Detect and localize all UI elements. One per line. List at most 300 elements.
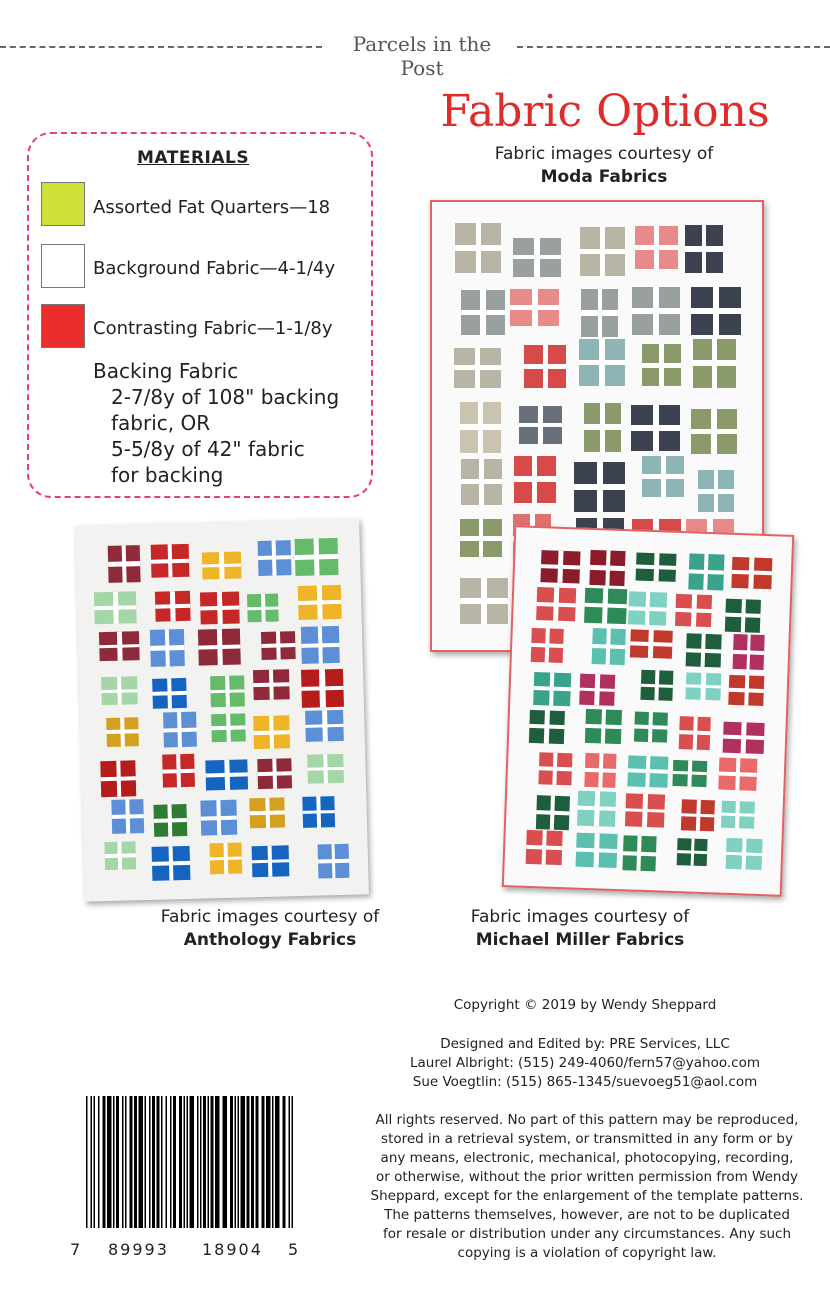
gift-ribbon [623, 851, 656, 856]
quilt-gift-block [681, 799, 715, 831]
gift-ribbon [306, 723, 344, 728]
quilt-gift-block [628, 755, 669, 787]
barcode-digit-lead: 7 [70, 1240, 81, 1259]
gift-ribbon [629, 606, 667, 611]
gift-ribbon [200, 606, 239, 611]
quilt-gift-block [200, 592, 240, 625]
barcode-bar [289, 1096, 291, 1228]
quilt-gift-block [155, 591, 191, 622]
barcode-bar [292, 1096, 294, 1228]
quilt-gift-block [729, 675, 765, 706]
quilt-gift-block [581, 289, 618, 337]
gift-ribbon [155, 604, 190, 609]
gift-ribbon [519, 423, 562, 428]
gift-ribbon [455, 245, 501, 251]
quilt-gift-block [726, 838, 762, 870]
quilt-gift-block [533, 672, 571, 707]
quilt-gift-block [250, 797, 285, 829]
barcode-digits-right: 18904 [202, 1240, 263, 1259]
quilt-gift-block [577, 791, 616, 827]
quilt-gift-block [536, 795, 570, 830]
quilt-gift-block [247, 594, 279, 622]
barcode-bar [241, 1096, 246, 1228]
gift-ribbon [581, 310, 618, 316]
barcode-bar [116, 1096, 119, 1228]
gift-ribbon [104, 854, 135, 858]
gift-ribbon [691, 308, 740, 314]
page-title: Fabric Options [440, 86, 770, 137]
quilt-gift-block [640, 670, 673, 701]
quilt-gift-block [675, 594, 712, 627]
gift-ribbon [261, 643, 295, 647]
gift-ribbon [307, 766, 344, 771]
barcode-bar [125, 1096, 127, 1228]
gift-ribbon [541, 564, 580, 569]
barcode-bar [130, 1096, 133, 1228]
gift-ribbon [295, 554, 338, 560]
backing-title: Backing Fabric [93, 359, 239, 383]
barcode-bar [113, 1096, 115, 1228]
material-label-fat-quarters: Assorted Fat Quarters—18 [93, 197, 331, 218]
quilt-gift-block [460, 519, 501, 557]
barcode-bar [235, 1096, 237, 1228]
quilt-gift-block [251, 846, 289, 877]
gift-ribbon [526, 845, 562, 850]
barcode-bar [266, 1096, 271, 1228]
gift-ribbon [460, 536, 501, 541]
gift-ribbon [202, 564, 241, 568]
gift-ribbon [510, 305, 559, 309]
quilt-gift-block [691, 409, 738, 454]
quilt-gift-block [210, 676, 244, 707]
barcode-bars [84, 1096, 296, 1228]
quilt-gift-block [206, 759, 249, 790]
gift-ribbon [301, 642, 340, 647]
gift-ribbon [672, 771, 706, 775]
gift-ribbon [536, 810, 568, 815]
material-label-background: Background Fabric—4-1/4y [93, 258, 336, 279]
gift-ribbon [641, 683, 673, 688]
quilt-gift-block [628, 591, 667, 626]
quilt-gift-block [510, 289, 559, 326]
gift-ribbon [106, 729, 138, 733]
gift-ribbon [101, 776, 136, 781]
gift-ribbon [298, 600, 341, 605]
gift-ribbon [201, 815, 237, 820]
barcode-bar [247, 1096, 250, 1228]
quilt-gift-block [579, 339, 625, 386]
quilt-gift-block [253, 669, 290, 700]
quilt-gift-block [455, 223, 501, 273]
barcode-bar [208, 1096, 210, 1228]
material-label-contrasting: Contrasting Fabric—1-1/8y [93, 318, 333, 339]
quilt-gift-block [591, 628, 626, 665]
quilt-gift-block [257, 758, 292, 789]
gift-ribbon [206, 772, 248, 777]
swatch-background-fabric [41, 244, 85, 288]
quilt-gift-block [580, 227, 625, 276]
michael-miller-caption [440, 906, 720, 952]
gift-ribbon [685, 246, 723, 252]
barcode-bar [103, 1096, 106, 1228]
gift-ribbon [152, 691, 186, 695]
quilt-gift-block [632, 287, 680, 335]
backing-fabric-info [93, 358, 339, 488]
gift-ribbon [154, 818, 187, 823]
quilt-gift-block [295, 538, 339, 576]
page-header [0, 30, 830, 80]
quilt-gift-block [153, 804, 187, 837]
gift-ribbon [514, 476, 556, 482]
gift-ribbon [529, 724, 565, 729]
barcode-bar [215, 1096, 220, 1228]
quilt-gift-block [622, 836, 656, 872]
gift-ribbon [102, 689, 137, 693]
quilt-gift-block [625, 794, 665, 828]
gift-ribbon [95, 605, 137, 610]
quilt-gift-block [725, 599, 761, 633]
swatch-contrasting-fabric [41, 304, 85, 348]
barcode-bar [203, 1096, 206, 1228]
michael-miller-caption-brand: Michael Miller Fabrics [475, 930, 685, 950]
barcode-bar [184, 1096, 186, 1228]
barcode-bar [179, 1096, 182, 1228]
rights-line: The patterns themselves, however, are not to be duplicated [384, 1207, 790, 1223]
quilt-gift-block [305, 710, 344, 742]
gift-ribbon [250, 811, 285, 816]
barcode-bar [86, 1096, 88, 1228]
backing-line: fabric, OR [111, 411, 211, 435]
barcode-bar [256, 1096, 259, 1228]
barcode-bar [272, 1096, 274, 1228]
quilt-gift-block [101, 760, 137, 797]
rights-line: or otherwise, without the prior written permission from Wendy [375, 1169, 799, 1185]
barcode-bar [190, 1096, 195, 1228]
gift-ribbon [578, 806, 616, 811]
gift-ribbon [99, 644, 139, 648]
quilt-gift-block [298, 585, 341, 620]
gift-ribbon [579, 687, 615, 692]
quilt-gift-block [642, 344, 681, 386]
quilt-gift-block [300, 626, 340, 664]
gift-ribbon [151, 559, 189, 564]
quilt-gift-block [99, 631, 140, 660]
gift-ribbon [211, 689, 245, 694]
rights-block [352, 1111, 822, 1263]
gift-ribbon [579, 360, 625, 366]
gift-ribbon [252, 859, 289, 864]
quilt-gift-block [685, 633, 721, 667]
gift-ribbon [689, 569, 724, 574]
gift-ribbon [723, 735, 764, 740]
gift-ribbon [164, 728, 196, 733]
gift-ribbon [726, 851, 761, 856]
quilt-gift-block [514, 456, 556, 503]
quilt-gift-block [723, 721, 765, 753]
quilt-gift-block [261, 631, 295, 659]
barcode-bar [262, 1096, 265, 1228]
quilt-gift-block [198, 628, 241, 666]
gift-ribbon [531, 642, 563, 647]
gift-ribbon [258, 771, 292, 775]
quilt-gift-block [101, 677, 137, 706]
header-dashed-rule-left [0, 46, 322, 48]
quilt-gift-block [211, 713, 245, 742]
swatch-fat-quarters [41, 182, 85, 226]
barcode-bar [173, 1096, 176, 1228]
gift-ribbon [676, 608, 712, 613]
barcode-digits-left: 89993 [108, 1240, 169, 1259]
barcode-digit-check: 5 [288, 1240, 299, 1259]
gift-ribbon [248, 606, 279, 610]
quilt-gift-block [107, 545, 141, 583]
quilt-gift-block [454, 348, 501, 388]
gift-ribbon [630, 642, 672, 647]
quilt-gift-block [630, 629, 673, 659]
gift-ribbon [732, 570, 772, 575]
quilt-gift-block [574, 462, 625, 512]
quilt-gift-block [258, 540, 291, 576]
barcode-bar [251, 1096, 254, 1228]
rights-line: copying is a violation of copyright law. [457, 1245, 717, 1261]
barcode-bar [283, 1096, 286, 1228]
gift-ribbon [721, 813, 754, 817]
quilt-gift-block [253, 715, 290, 749]
quilt-gift-block [150, 629, 185, 666]
gift-ribbon [580, 249, 625, 255]
gift-ribbon [733, 650, 765, 655]
gift-ribbon [258, 555, 290, 560]
quilt-gift-block [461, 290, 505, 335]
quilt-gift-block [634, 712, 668, 743]
quilt-gift-block [732, 557, 772, 589]
materials-heading: MATERIALS [137, 148, 250, 168]
quilt-gift-block [541, 550, 581, 583]
quilt-gift-block [513, 238, 560, 277]
barcode-bar [275, 1096, 280, 1228]
gift-ribbon [677, 850, 707, 854]
barcode-bar [91, 1096, 93, 1228]
rights-line: All rights reserved. No part of this pattern may be reproduced, [375, 1112, 799, 1128]
gift-ribbon [686, 648, 721, 653]
quilt-gift-block [636, 553, 677, 582]
gift-ribbon [303, 810, 335, 815]
quilt-gift-block [585, 709, 622, 744]
gift-ribbon [301, 686, 343, 692]
gift-ribbon [631, 425, 680, 430]
barcode [84, 1096, 296, 1236]
quilt-gift-block [693, 339, 736, 388]
quilt-gift-block [698, 470, 734, 512]
quilt-gift-block [460, 402, 501, 453]
quilt-gift-block [719, 757, 758, 791]
quilt-gift-block [531, 627, 564, 662]
michael-miller-caption-line1: Fabric images courtesy of [470, 907, 690, 927]
quilt-gift-block [94, 591, 137, 624]
anthology-caption [140, 906, 400, 952]
quilt-gift-block [538, 753, 572, 786]
gift-ribbon [539, 767, 572, 772]
quilt-gift-block [529, 710, 566, 744]
credits-block [380, 1035, 790, 1092]
quilt-gift-block [151, 544, 190, 578]
quilt-gift-block [721, 801, 755, 829]
rights-line: stored in a retrieval system, or transmitted in any form or by [381, 1131, 793, 1147]
gift-ribbon [642, 474, 683, 479]
quilt-gift-block [317, 843, 349, 878]
rights-line: any means, electronic, mechanical, photocopying, recording, [380, 1150, 794, 1166]
quilt-gift-block [163, 712, 196, 748]
gift-ribbon [691, 429, 738, 434]
gift-ribbon [626, 808, 665, 813]
quilt-gift-block [584, 403, 621, 452]
gift-ribbon [212, 726, 245, 730]
quilt-gift-block [732, 634, 765, 670]
barcode-bar [170, 1096, 172, 1228]
gift-ribbon [112, 814, 144, 819]
gift-ribbon [513, 255, 560, 260]
barcode-bar [134, 1096, 137, 1228]
copyright-line: Copyright © 2019 by Wendy Sheppard [453, 997, 717, 1013]
barcode-bar [187, 1096, 189, 1228]
quilt-gift-block [677, 838, 708, 866]
gift-ribbon [590, 565, 625, 570]
quilt-gift-block [104, 842, 136, 870]
quilt-gift-block [209, 843, 242, 874]
backing-line: 2-7/8y of 108" backing [111, 385, 340, 409]
materials-box [27, 132, 373, 498]
barcode-bar [197, 1096, 199, 1228]
credits-line: Designed and Edited by: PRE Services, LLC [440, 1036, 730, 1052]
barcode-bar [157, 1096, 160, 1228]
barcode-bar [152, 1096, 155, 1228]
gift-ribbon [534, 686, 571, 691]
barcode-bar [145, 1096, 147, 1228]
barcode-bar [149, 1096, 151, 1228]
quilt-gift-block [151, 846, 190, 881]
anthology-caption-line1: Fabric images courtesy of [160, 907, 380, 927]
quilt-gift-block [685, 225, 723, 273]
gift-ribbon [461, 310, 505, 315]
rights-line: Sheppard, except for the enlargement of the template patterns. [370, 1188, 804, 1204]
gift-ribbon [635, 245, 678, 250]
quilt-gift-block [691, 287, 740, 335]
gift-ribbon [682, 813, 715, 818]
quilt-gift-block [584, 587, 627, 624]
gift-ribbon [585, 603, 627, 609]
gift-ribbon [584, 424, 621, 430]
header-dashed-rule-right [517, 46, 830, 48]
gift-ribbon [460, 598, 509, 604]
quilt-gift-block [301, 669, 344, 708]
quilt-gift-block [575, 833, 618, 868]
gift-ribbon [634, 725, 668, 730]
gift-ribbon [461, 479, 503, 485]
gift-ribbon [585, 768, 616, 773]
anthology-quilt-image [75, 518, 369, 901]
moda-caption [450, 143, 758, 189]
gift-ribbon [632, 308, 680, 314]
moda-caption-line1: Fabric images courtesy of [494, 144, 714, 164]
gift-ribbon [108, 561, 141, 566]
quilt-gift-block [672, 760, 707, 787]
gift-ribbon [636, 565, 676, 570]
quilt-gift-block [642, 456, 683, 497]
quilt-gift-block [579, 673, 616, 706]
barcode-bar [238, 1096, 240, 1228]
gift-ribbon [254, 730, 290, 735]
quilt-gift-block [106, 717, 139, 747]
barcode-bar [139, 1096, 144, 1228]
gift-ribbon [524, 364, 566, 369]
quilt-gift-block [635, 226, 678, 269]
barcode-bar [230, 1096, 233, 1228]
quilt-gift-block [152, 678, 187, 709]
quilt-gift-block [202, 552, 242, 580]
backing-line: for backing [111, 463, 224, 487]
gift-ribbon [198, 644, 240, 649]
gift-ribbon [628, 769, 668, 774]
quilt-gift-block [461, 459, 503, 505]
quilt-gift-block [524, 345, 566, 389]
barcode-bar [161, 1096, 163, 1228]
gift-ribbon [729, 688, 764, 693]
gift-ribbon [537, 602, 576, 607]
quilt-gift-block [686, 672, 721, 701]
gift-ribbon [253, 682, 289, 687]
barcode-bar [211, 1096, 214, 1228]
michael-miller-quilt-image [502, 525, 794, 897]
gift-ribbon [725, 613, 760, 618]
quilt-gift-block [201, 800, 238, 836]
gift-ribbon [693, 360, 736, 366]
gift-ribbon [576, 847, 618, 852]
barcode-bar [98, 1096, 100, 1228]
gift-ribbon [210, 856, 242, 861]
gift-ribbon [686, 684, 721, 689]
rights-line: for resale or distribution under any circumstances. Any such [382, 1226, 792, 1242]
quilt-gift-block [679, 716, 711, 751]
quilt-gift-block [526, 830, 563, 865]
barcode-bar [200, 1096, 202, 1228]
anthology-caption-brand: Anthology Fabrics [183, 930, 357, 950]
gift-ribbon [454, 365, 501, 370]
quilt-gift-block [688, 554, 724, 591]
quilt-gift-block [307, 753, 344, 784]
barcode-bar [94, 1096, 96, 1228]
gift-ribbon [152, 861, 190, 866]
barcode-bar [223, 1096, 228, 1228]
credits-line: Sue Voegtlin: (515) 865-1345/suevoeg51@aol.com [412, 1074, 758, 1090]
quilt-gift-block [536, 587, 576, 621]
gift-ribbon [586, 724, 622, 729]
gift-ribbon [460, 424, 501, 430]
gift-ribbon [574, 484, 625, 490]
moda-caption-brand: Moda Fabrics [540, 167, 668, 187]
quilt-gift-block [111, 800, 144, 834]
backing-line: 5-5/8y of 42" fabric [111, 437, 305, 461]
gift-ribbon [162, 768, 195, 773]
gift-ribbon [150, 645, 184, 650]
gift-ribbon [642, 363, 681, 368]
credits-line: Laurel Albright: (515) 249-4060/fern57@yahoo.com [409, 1055, 761, 1071]
pattern-name: Parcels in the Post [352, 32, 492, 80]
gift-ribbon [318, 858, 349, 863]
barcode-bar [107, 1096, 112, 1228]
gift-ribbon [680, 731, 711, 736]
quilt-gift-block [631, 405, 680, 450]
quilt-gift-block [460, 578, 509, 625]
